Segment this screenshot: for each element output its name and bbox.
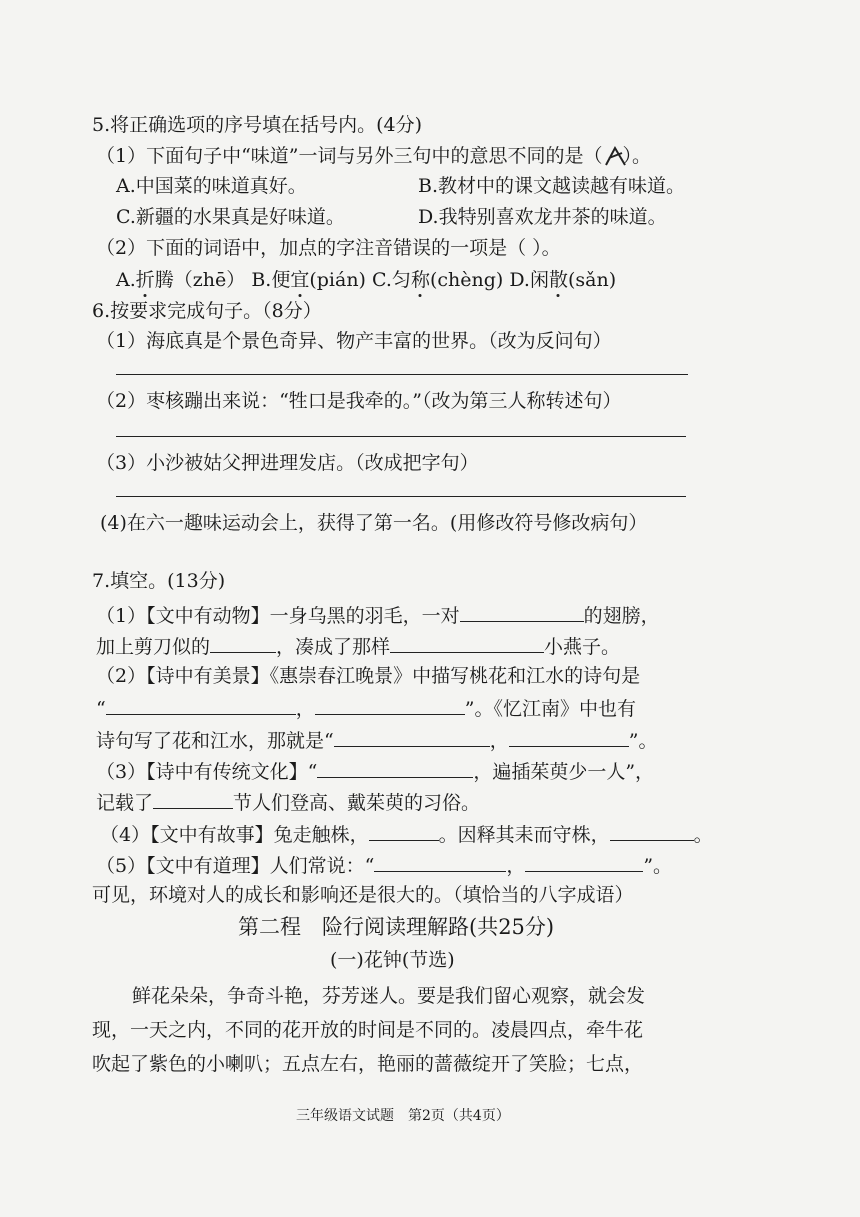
q6-sentence-4: (4)在六一趣味运动会上，获得了第一名。(用修改符号修改病句）	[100, 512, 648, 534]
text: 。因释其耒而守株，	[438, 824, 610, 846]
q5-option-c: C.新疆的水果真是好味道。	[116, 206, 345, 228]
text: （5）【文中有道理】人们常说：“	[96, 855, 375, 877]
text: ”。	[643, 855, 673, 877]
q5-options2	[116, 267, 616, 293]
section-title: 第二程 险行阅读理解路(共25分)	[238, 915, 555, 939]
opt-a-suffix: 腾（zhē）	[154, 269, 246, 291]
text: ，	[489, 730, 509, 752]
page-footer: 三年级语文试题 第2页（共4页）	[296, 1108, 510, 1124]
opt-b-suffix: (pián)	[309, 269, 366, 291]
q5-option-a: A.中国菜的味道真好。	[116, 175, 307, 197]
opt-b-dotted-char: 宜	[290, 269, 310, 291]
opt-d-dotted-char: 散	[548, 269, 568, 291]
q5-sub2: （2）下面的词语中，加点的字注音错误的一项是（ ）。	[96, 237, 561, 259]
fill-blank[interactable]	[106, 694, 296, 715]
opt-b-prefix: B.便	[245, 269, 291, 291]
opt-c-suffix: (chèng)	[429, 269, 504, 291]
q7-header: 7.填空。(13分)	[92, 570, 226, 592]
fill-blank[interactable]	[317, 757, 473, 778]
text: ，遍插茱萸少一人”，	[473, 761, 655, 783]
q7-p5-line1	[96, 851, 672, 879]
fill-blank[interactable]	[460, 601, 584, 622]
text: ”。《忆江南》中也有	[464, 698, 636, 720]
fill-blank[interactable]	[390, 632, 544, 653]
q5-sub1-stem-pre: （1）下面句子中“味道”一词与另外三句中的意思不同的是（	[96, 145, 603, 167]
fill-blank[interactable]	[153, 788, 233, 809]
q5-option-b: B.教材中的课文越读越有味道。	[418, 175, 686, 197]
q6-sentence-2: （2）枣核蹦出来说：“牲口是我牵的。”（改为第三人称转述句）	[96, 390, 622, 412]
q7-p3-line2	[96, 788, 480, 816]
fill-blank[interactable]	[509, 726, 629, 747]
passage-line-1: 鲜花朵朵，争奇斗艳，芬芳迷人。要是我们留心观察，就会发	[132, 985, 646, 1007]
fill-blank[interactable]	[315, 694, 465, 715]
text: “	[96, 698, 106, 720]
text: 节人们登高、戴茱萸的习俗。	[233, 792, 481, 814]
q7-p3-line1	[96, 757, 654, 785]
opt-c-dotted-char: 称	[410, 269, 430, 291]
opt-a-prefix: A.	[116, 269, 136, 291]
q5-header: 5.将正确选项的序号填在括号内。(4分)	[92, 114, 423, 136]
q7-p1-line2	[96, 632, 620, 660]
text: 。	[693, 824, 713, 846]
q5-option-d: D.我特别喜欢龙井茶的味道。	[418, 206, 667, 228]
q7-p1-line1	[96, 601, 660, 629]
q7-p4	[100, 820, 713, 848]
opt-d-suffix: (sǎn)	[567, 269, 617, 291]
q5-sub1-stem-post: ）。	[622, 145, 652, 167]
fill-blank[interactable]	[610, 820, 694, 841]
q7-p2-line3	[96, 726, 657, 754]
text: 加上剪刀似的	[96, 636, 211, 658]
answer-line-1	[116, 374, 688, 375]
text: ，	[506, 855, 526, 877]
q7-p2-line1: （2）【诗中有美景】《惠崇春江晚景》中描写桃花和江水的诗句是	[96, 665, 641, 687]
q7-p5-line2: 可见，环境对人的成长和影响还是很大的。（填恰当的八字成语）	[92, 884, 634, 906]
fill-blank[interactable]	[525, 851, 643, 872]
opt-c-prefix: C.匀	[365, 269, 411, 291]
passage-subtitle: (一)花钟(节选)	[330, 949, 455, 971]
opt-a-dotted-char: 折	[135, 269, 155, 291]
passage-line-3: 吹起了紫色的小喇叭；五点左右，艳丽的蔷薇绽开了笑脸；七点，	[92, 1053, 644, 1075]
text: ”。	[628, 730, 658, 752]
text: （3）【诗中有传统文化】“	[96, 761, 318, 783]
text: （4）【文中有故事】兔走触株，	[100, 824, 369, 846]
passage-line-2: 现，一天之内，不同的花开放的时间是不同的。凌晨四点，牵牛花	[92, 1019, 644, 1041]
q5-sub1	[96, 143, 651, 169]
opt-d-prefix: D.闲	[503, 269, 549, 291]
q7-p2-line2	[96, 694, 636, 722]
fill-blank[interactable]	[374, 851, 506, 872]
text: （1）【文中有动物】一身乌黑的羽毛，一对	[96, 605, 460, 627]
text: ，凑成了那样	[276, 636, 391, 658]
text: 小燕子。	[544, 636, 621, 658]
fill-blank[interactable]	[334, 726, 490, 747]
q6-sentence-3: （3）小沙被姑父押进理发店。（改成把字句）	[96, 452, 479, 474]
answer-line-2	[116, 436, 686, 437]
text: 的翅膀，	[583, 605, 660, 627]
answer-line-3	[116, 496, 686, 497]
text: 诗句写了花和江水，那就是“	[96, 730, 334, 752]
text: 记载了	[96, 792, 154, 814]
q6-header: 6.按要求完成句子。（8分）	[92, 300, 322, 322]
q6-sentence-1: （1）海底真是个景色奇异、物产丰富的世界。（改为反问句）	[96, 330, 612, 352]
fill-blank[interactable]	[210, 632, 276, 653]
text: ，	[295, 698, 315, 720]
fill-blank[interactable]	[369, 820, 439, 841]
